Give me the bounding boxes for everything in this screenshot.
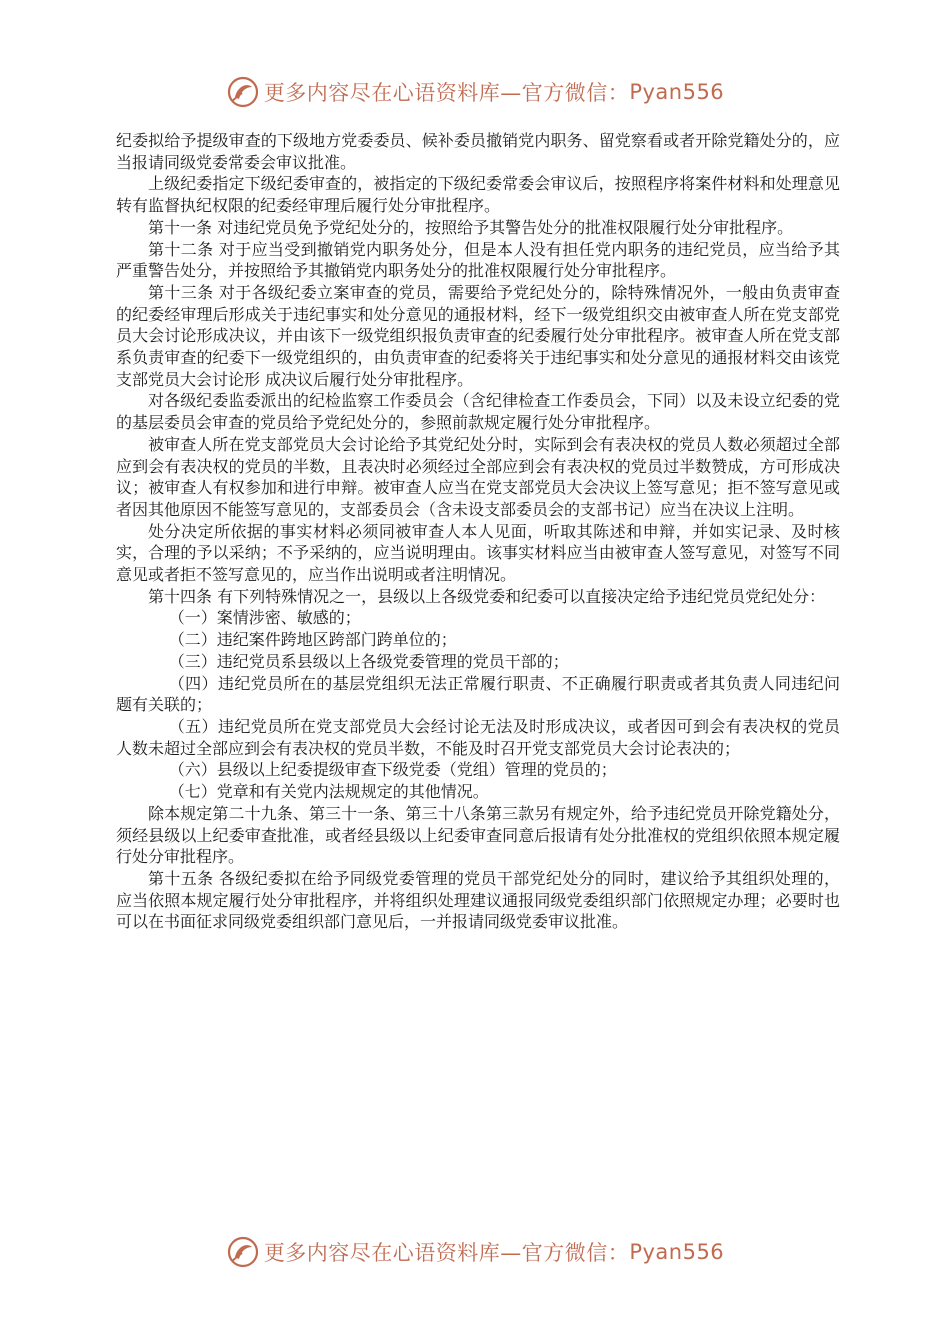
paragraph: 除本规定第二十九条、第三十一条、第三十八条第三款另有规定外，给予违纪党员开除党籍处分，须经县级以上纪委审查批准，或者经县级以上纪委审查同意后报请有处分批准权的党组织依照本规定履行处分审批程序。: [116, 803, 840, 867]
paragraph: 上级纪委指定下级纪委审查的，被指定的下级纪委常委会审议后，按照程序将案件材料和处理意见转有监督执纪权限的纪委经审理后履行处分审批程序。: [116, 174, 840, 216]
article-14: 第十四条 有下列特殊情况之一，县级以上各级党委和纪委可以直接决定给予违纪党员党纪处分：: [148, 586, 826, 606]
paragraph: 对各级纪委监委派出的纪检监察工作委员会（含纪律检查工作委员会，下同）以及未设立纪委的党的基层委员会审查的党员给予党纪处分的，参照前款规定履行处分审批程序。: [116, 391, 840, 433]
paragraph: 被审查人所在党支部党员大会讨论给予其党纪处分时，实际到会有表决权的党员人数必须超过全部应到会有表决权的党员的半数，且表决时必须经过全部应到会有表决权的党员过半数赞成，方可形成决议；被审查人有权参加和进行申辩。被审查人应当在党支部党员大会决议上签写意见；拒不签写意见或者因其他原因不能签写意见的，支部委员会（含未设支部委员会的支部书记）应当在决议上注明。: [116, 434, 840, 519]
article-12: 第十二条 对于应当受到撤销党内职务处分，但是本人没有担任党内职务的违纪党员，应当给予其严重警告处分，并按照给予其撤销党内职务处分的批准权限履行处分审批程序。: [116, 239, 840, 281]
watermark-banner-bottom: [0, 1232, 950, 1272]
document-body: [116, 130, 840, 933]
logo-icon: [226, 75, 260, 109]
list-item: （三）违纪党员系县级以上各级党委管理的党员干部的；: [168, 651, 569, 671]
logo-icon: [226, 1235, 260, 1269]
watermark-text: 更多内容尽在心语资料库—官方微信：: [263, 1241, 630, 1265]
list-item: （五）违纪党员所在党支部党员大会经讨论无法及时形成决议，或者因可到会有表决权的党员人数未超过全部应到会有表决权的党员半数，不能及时召开党支部党员大会讨论表决的；: [116, 716, 840, 758]
article-15: 第十五条 各级纪委拟在给予同级党委管理的党员干部党纪处分的同时，建议给予其组织处理的，应当依照本规定履行处分审批程序，并将组织处理建议通报同级党委组织部门依照规定办理；必要时也可以在书面征求同级党委组织部门意见后，一并报请同级党委审议批准。: [116, 868, 840, 932]
paragraph-continuation: 纪委拟给予提级审查的下级地方党委委员、候补委员撤销党内职务、留党察看或者开除党籍处分的，应当报请同级党委常委会审议批准。: [116, 131, 840, 172]
list-item: （七）党章和有关党内法规规定的其他情况。: [168, 782, 489, 802]
list-item: （一）案情涉密、敏感的；: [168, 608, 361, 628]
watermark-banner-top: [0, 72, 950, 112]
list-item: （四）违纪党员所在的基层党组织无法正常履行职责、不正确履行职责或者其负责人同违纪问题有关联的；: [116, 673, 840, 715]
list-item: （六）县级以上纪委提级审查下级党委（党组）管理的党员的；: [168, 760, 617, 780]
watermark-text: 更多内容尽在心语资料库—官方微信：: [263, 81, 630, 105]
paragraph: 处分决定所依据的事实材料必须同被审查人本人见面，听取其陈述和申辩，并如实记录、及时核实，合理的予以采纳；不予采纳的，应当说明理由。该事实材料应当由被审查人签写意见，对签写不同意见或者拒不签写意见的，应当作出说明或者注明情况。: [116, 521, 840, 585]
watermark-wechat-id: Pyan556: [629, 80, 725, 104]
article-13: 第十三条 对于各级纪委立案审查的党员，需要给予党纪处分的，除特殊情况外，一般由负责审查的纪委经审理后形成关于违纪事实和处分意见的通报材料，经下一级党组织交由被审查人所在党支部党员大会讨论形成决议，并由该下一级党组织报负责审查的纪委履行处分审批程序。被审查人所在党支部系负责审查的纪委下一级党组织的，由负责审查的纪委将关于违纪事实和处分意见的通报材料交由该党支部党员大会讨论形 成决议后履行处分审批程序。: [116, 282, 840, 389]
article-11: 第十一条 对违纪党员免予党纪处分的，按照给予其警告处分的批准权限履行处分审批程序。: [148, 217, 794, 237]
list-item: （二）违纪案件跨地区跨部门跨单位的；: [168, 630, 457, 650]
watermark-wechat-id: Pyan556: [629, 1240, 725, 1264]
